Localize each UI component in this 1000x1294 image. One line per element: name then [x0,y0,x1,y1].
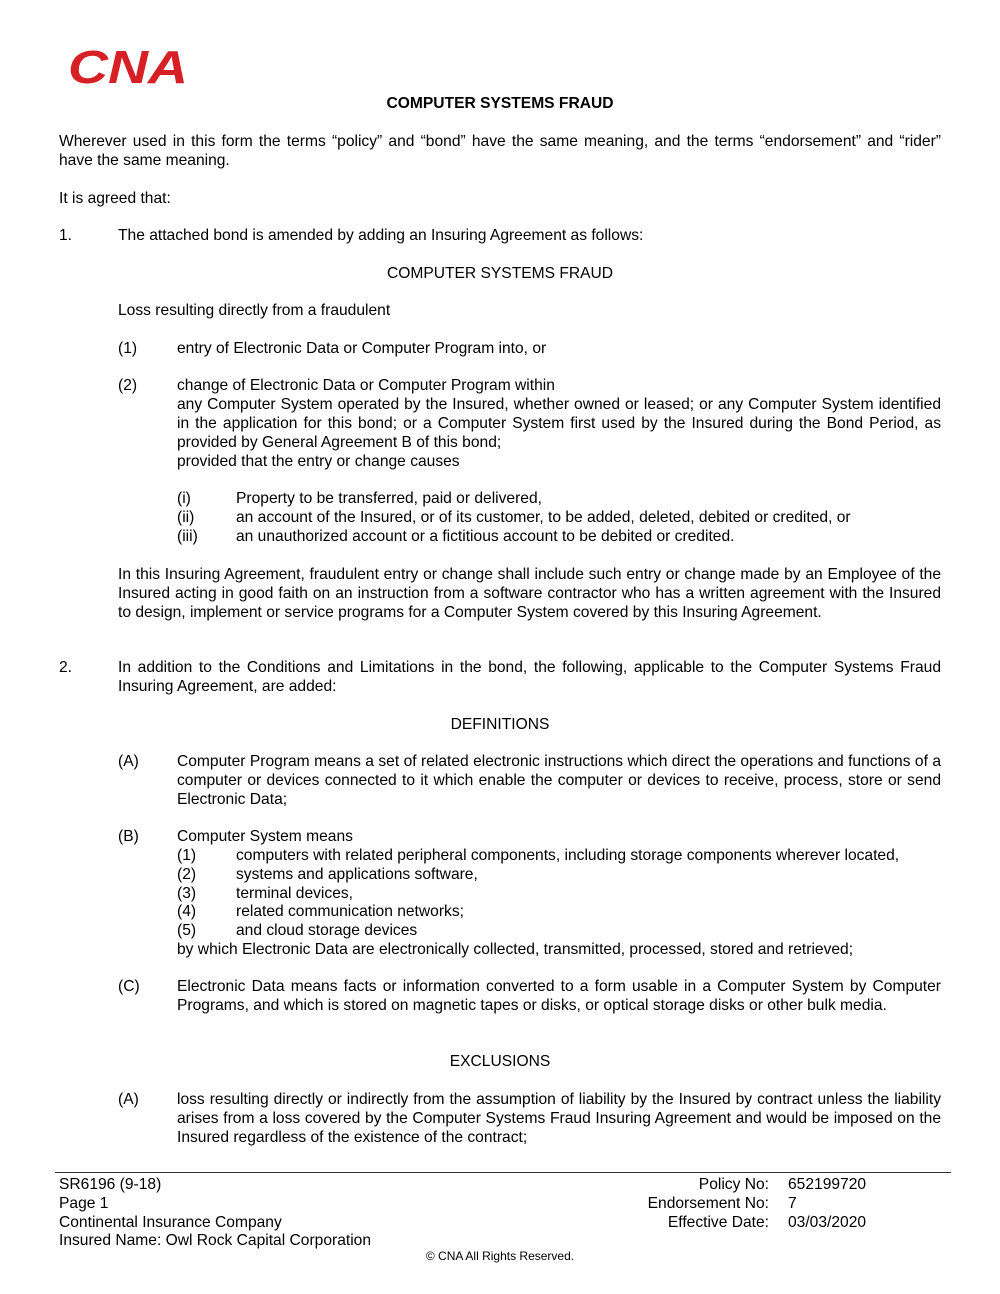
subitem-ii-text: an account of the Insured, or of its customer, to be added, deleted, debited or credited, or [236,509,851,526]
loss-text: Loss resulting directly from a fraudulent [118,302,391,319]
item-2-number: (2) [118,377,138,394]
cna-logo [66,44,190,88]
section-1-number: 1. [59,227,73,244]
subitem-ii-number: (ii) [177,509,195,526]
footer-insured-name: Insured Name: Owl Rock Capital Corporation [59,1232,372,1249]
subitem-iii-number: (iii) [177,528,198,545]
def-b-number: (B) [118,828,139,845]
subitem-iii-text: an unauthorized account or a fictitious account to be debited or credited. [236,528,735,545]
intro-paragraph: Wherever used in this form the terms “policy” and “bond” have the same meaning, and the terms “endorsement” and “rider” have the same meaning. [59,133,941,169]
within-paragraph: any Computer System operated by the Insured, whether owned or leased; or any Computer System identified in the application for this bond; or a Computer System first used by the Insured during the Bond Period, as provided by General Agreement B of this bond; [177,396,941,451]
footer-endorsement-label: Endorsement No: [647,1195,769,1212]
def-c-text: Electronic Data means facts or information converted to a form usable in a Computer System by Computer Programs, and which is stored on magnetic tapes or disks, or optical storage disks or other bulk media. [177,978,941,1014]
def-b-item-2-text: systems and applications software, [236,866,478,883]
subitem-i-number: (i) [177,490,191,507]
ex-a-text: loss resulting directly or indirectly from the assumption of liability by the Insured by contract unless the liability arises from a loss covered by the Computer Systems Fraud Insuring Agreement and would be imposed on the Insured regardless of the existence of the contract; [177,1091,941,1146]
def-a-text: Computer Program means a set of related electronic instructions which direct the operations and functions of a computer or devices connected to it which enable the computer or devices to receive, process, store or send Electronic Data; [177,753,941,808]
footer-policy-value: 652199720 [788,1176,867,1193]
footer-page: Page 1 [59,1195,109,1212]
footer-copyright: © CNA All Rights Reserved. [425,1249,575,1263]
footer-company: Continental Insurance Company [59,1214,282,1231]
def-b-item-4-number: (4) [177,903,197,920]
section-1-text: The attached bond is amended by adding an Insuring Agreement as follows: [118,227,644,244]
closing-paragraph: In this Insuring Agreement, fraudulent entry or change shall include such entry or change made by an Employee of the Insured acting in good faith on an instruction from a software contractor who has a written agreement with the Insured to design, implement or service programs for a Computer System covered by this Insuring Agreement. [118,566,941,621]
footer-divider [55,1172,951,1173]
def-b-item-3-text: terminal devices, [236,885,353,902]
subitem-i-text: Property to be transferred, paid or delivered, [236,490,542,507]
def-b-after-text: by which Electronic Data are electronically collected, transmitted, processed, stored and retrieved; [177,941,854,958]
def-b-item-2-number: (2) [177,866,197,883]
def-b-item-3-number: (3) [177,885,197,902]
item-1-text: entry of Electronic Data or Computer Program into, or [177,340,547,357]
item-1-number: (1) [118,340,138,357]
footer-policy-label: Policy No: [698,1176,769,1193]
ex-a-number: (A) [118,1091,139,1108]
footer-form-number: SR6196 (9-18) [59,1176,162,1193]
def-b-text: Computer System means [177,828,353,845]
definitions-heading: DEFINITIONS [450,716,550,733]
section-2-text: In addition to the Conditions and Limitations in the bond, the following, applicable to the Computer Systems Fraud Insuring Agreement, are added: [118,659,941,695]
agreed-text: It is agreed that: [59,190,171,207]
exclusions-heading: EXCLUSIONS [449,1053,551,1070]
def-b-item-1-number: (1) [177,847,197,864]
def-a-number: (A) [118,753,139,770]
section-2-number: 2. [59,659,73,676]
def-b-item-1-text: computers with related peripheral components, including storage components wherever located, [236,847,900,864]
footer-endorsement-value: 7 [788,1195,797,1212]
footer-effective-value: 03/03/2020 [788,1214,867,1231]
def-b-item-4-text: related communication networks; [236,903,464,920]
item-2-text: change of Electronic Data or Computer Program within [177,377,555,394]
def-b-item-5-number: (5) [177,922,197,939]
provided-text: provided that the entry or change causes [177,453,460,470]
logo-text: CNA [68,44,188,88]
footer-effective-label: Effective Date: [667,1214,769,1231]
def-c-number: (C) [118,978,140,995]
insuring-agreement-heading: COMPUTER SYSTEMS FRAUD [386,265,614,282]
def-b-item-5-text: and cloud storage devices [236,922,418,939]
document-title: COMPUTER SYSTEMS FRAUD [386,95,614,112]
